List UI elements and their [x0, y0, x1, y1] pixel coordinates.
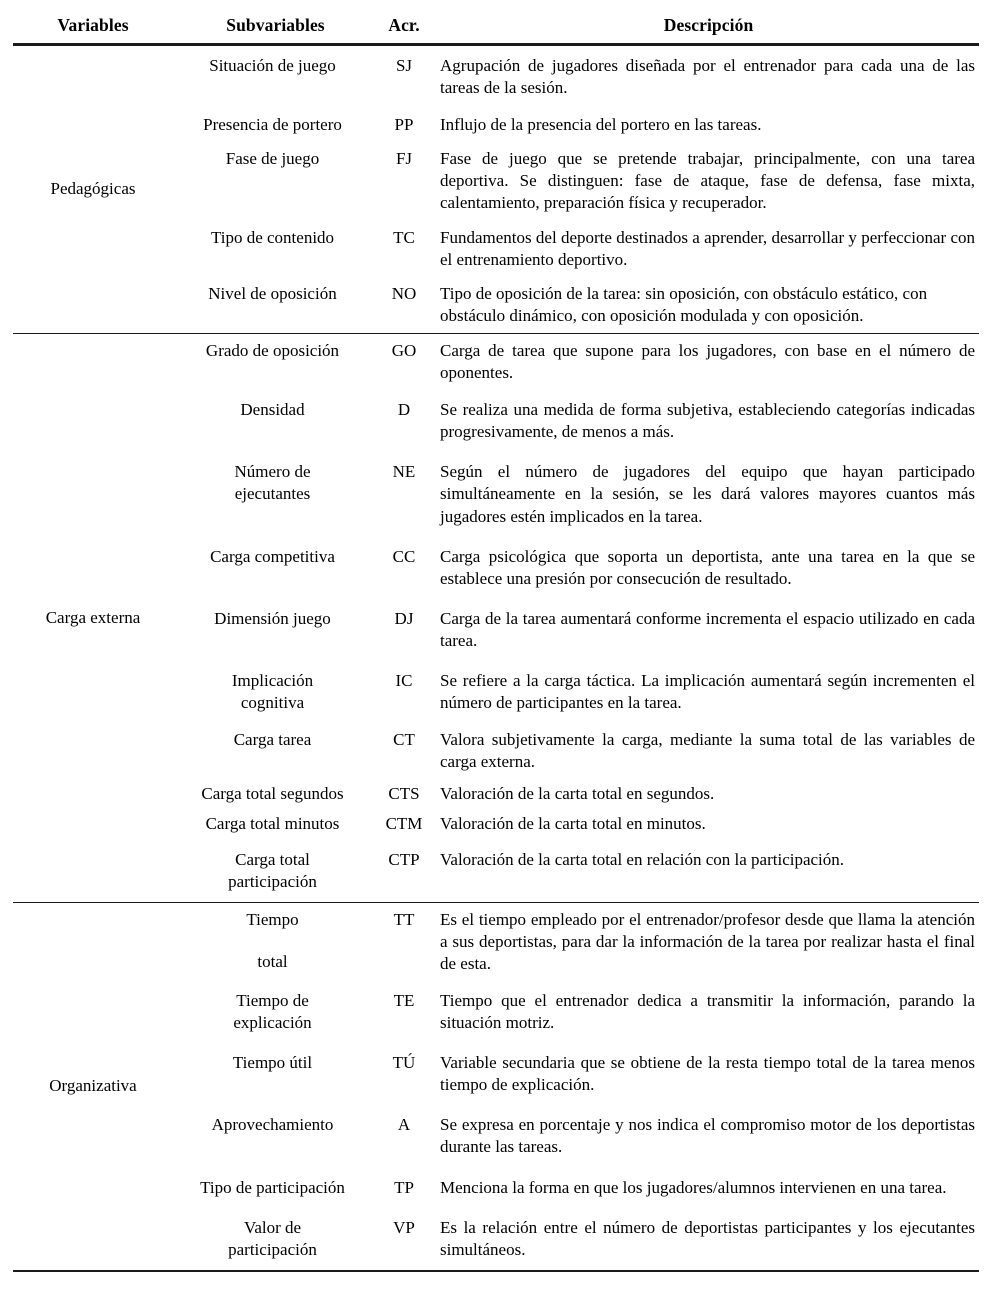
description-text: Variable secundaria que se obtiene de la resta tiempo total de la tarea menos tiempo de explicación. — [440, 1053, 975, 1095]
acronym-label: TT — [393, 909, 415, 929]
section-carga-externa — [13, 334, 979, 902]
acronym-label: CTM — [385, 814, 423, 834]
subvariable-label — [173, 142, 378, 220]
description-text: Tipo de oposición de la tarea: sin oposición, con obstáculo estático, con obstáculo dinámico, con oposición modulada y con oposición. — [440, 283, 928, 325]
subvariable-line-1: Dimensión juego — [214, 608, 331, 628]
table-row — [13, 46, 979, 108]
description-text: Tiempo que el entrenador dedica a transmitir la información, parando la situación motriz. — [440, 991, 975, 1033]
acronym-label: A — [397, 1115, 411, 1135]
acronym-label: IC — [395, 670, 413, 690]
subvariable-label — [173, 1168, 378, 1208]
subvariable-label — [173, 452, 378, 536]
description-text: Carga de tarea que supone para los jugadores, con base en el número de oponentes. — [440, 340, 975, 383]
subvariable-label — [173, 809, 378, 839]
acronym-label: FJ — [395, 149, 413, 169]
table-bottom-rule — [13, 1271, 979, 1272]
acronym-label: SJ — [395, 56, 413, 75]
description-text: Según el número de jugadores del equipo que hayan participado simultáneamente en la sesión, se les dará valores mayores cuantos más jugadores estén implicados en la tarea. — [440, 462, 975, 526]
subvariable-label — [173, 108, 378, 142]
subvariable-line-1: Presencia de portero — [203, 115, 342, 135]
description-text: Es la relación entre el número de deportistas participantes y los ejecutantes simultáneos. — [440, 1217, 975, 1259]
subvariable-line-1: Nivel de oposición — [208, 283, 337, 303]
column-header-subvariables: Subvariables — [226, 15, 325, 35]
description-text: Se expresa en porcentaje y nos indica el compromiso motor de los deportistas durante las tareas. — [440, 1115, 975, 1157]
acronym-label: TP — [394, 1177, 414, 1197]
subvariable-label — [173, 599, 378, 661]
subvariable-line-1: Tiempo útil — [232, 1053, 313, 1073]
subvariable-line-2: explicación — [233, 1013, 312, 1033]
subvariable-label — [173, 723, 378, 779]
variable-group-label: Carga externa — [45, 607, 141, 627]
acronym-label: GO — [391, 340, 417, 360]
subvariable-line-1: Densidad — [240, 400, 305, 420]
description-text: Agrupación de jugadores diseñada por el entrenador para cada una de las tareas de la sesión. — [440, 56, 975, 98]
subvariable-label — [173, 840, 378, 903]
subvariable-label — [173, 661, 378, 723]
subvariable-label — [173, 779, 378, 809]
subvariable-line-2: total — [257, 951, 288, 971]
subvariable-line-1: Aprovechamiento — [211, 1115, 334, 1135]
subvariable-label — [173, 221, 378, 277]
description-text: Es el tiempo empleado por el entrenador/profesor desde que llama la atención a sus deportistas, para dar la información de la tarea por realizar hasta el final de esta. — [440, 909, 975, 973]
subvariable-label — [173, 1043, 378, 1105]
description-text: Se realiza una medida de forma subjetiva, estableciendo categorías indicadas progresivamente, de menos a más. — [440, 400, 975, 442]
subvariable-line-1: Carga total minutos — [205, 814, 340, 834]
subvariable-label — [173, 334, 378, 390]
description-text: Valoración de la carta total en relación con la participación. — [440, 849, 845, 869]
subvariable-line-1: Número de — [234, 462, 311, 482]
description-text: Influjo de la presencia del portero en las tareas. — [440, 115, 762, 135]
subvariable-label — [173, 1208, 378, 1271]
acronym-label: VP — [393, 1217, 415, 1237]
acronym-label: CT — [393, 730, 415, 750]
variables-table — [13, 10, 979, 1272]
section-pedagogicas — [13, 46, 979, 333]
subvariable-line-1: Situación de juego — [209, 56, 336, 75]
subvariable-line-2: cognitiva — [240, 693, 305, 713]
subvariable-line-1: Grado de oposición — [205, 340, 340, 360]
subvariable-line-1: Carga competitiva — [210, 546, 335, 566]
subvariable-line-1: Tipo de participación — [200, 1177, 345, 1197]
subvariable-label — [173, 537, 378, 599]
subvariable-label — [173, 277, 378, 334]
subvariable-line-2: participación — [228, 871, 317, 891]
subvariable-line-1: Valor de — [243, 1217, 302, 1237]
description-text: Valora subjetivamente la carga, mediante la suma total de las variables de carga externa. — [440, 730, 975, 772]
acronym-label: DJ — [394, 608, 414, 628]
description-text: Fundamentos del deporte destinados a aprender, desarrollar y perfeccionar con el entrenamiento deportivo. — [440, 227, 975, 269]
column-header-description: Descripción — [663, 15, 754, 35]
subvariable-line-1: Carga total — [235, 849, 310, 869]
subvariable-label — [173, 903, 378, 981]
description-text: Se refiere a la carga táctica. La implicación aumentará según incrementen el número de participantes en la tarea. — [440, 670, 975, 713]
subvariable-label — [173, 1105, 378, 1167]
acronym-label: TÚ — [392, 1053, 416, 1073]
acronym-label: TC — [393, 227, 415, 247]
subvariable-label — [173, 46, 378, 108]
subvariable-line-1: Fase de juego — [225, 149, 320, 169]
acronym-label: CTS — [388, 784, 420, 804]
table-row — [13, 334, 979, 390]
subvariable-line-1: Tiempo de — [236, 991, 309, 1010]
description-text: Menciona la forma en que los jugadores/alumnos intervienen en una tarea. — [440, 1177, 947, 1197]
acronym-label: NE — [392, 462, 416, 482]
subvariable-line-2: participación — [228, 1239, 317, 1259]
description-text: Fase de juego que se pretende trabajar, principalmente, con una tarea deportiva. Se distinguen: fase de ataque, fase de defensa, fase mixta, calentamiento, preparación física y recuperador. — [440, 149, 975, 213]
column-header-variables: Variables — [57, 15, 129, 35]
acronym-label: CC — [392, 546, 416, 566]
subvariable-line-1: Carga total segundos — [201, 784, 344, 804]
subvariable-line-1: Tiempo — [246, 909, 299, 929]
table-row — [13, 903, 979, 981]
table-header — [13, 10, 979, 44]
acronym-label: NO — [391, 283, 417, 303]
acronym-label: D — [397, 400, 411, 420]
subvariable-line-1: Tipo de contenido — [210, 227, 335, 247]
acronym-label: PP — [394, 115, 414, 135]
subvariable-line-1: Implicación — [231, 670, 314, 690]
variable-group-label: Organizativa — [49, 1076, 137, 1096]
description-text: Valoración de la carta total en minutos. — [440, 814, 706, 834]
description-text: Valoración de la carta total en segundos. — [440, 784, 715, 804]
description-text: Carga de la tarea aumentará conforme incrementa el espacio utilizado en cada tarea. — [440, 608, 975, 650]
column-header-acronym: Acr. — [388, 15, 420, 35]
variable-group-label: Pedagógicas — [50, 179, 136, 199]
subvariable-label — [173, 981, 378, 1043]
subvariable-line-2: ejecutantes — [234, 484, 311, 504]
acronym-label: TE — [393, 991, 415, 1010]
description-text: Carga psicológica que soporta un deportista, ante una tarea en la que se establece una presión por consecución de resultado. — [440, 546, 975, 588]
acronym-label: CTP — [388, 849, 420, 869]
subvariable-label — [173, 390, 378, 452]
subvariable-line-1: Carga tarea — [233, 730, 312, 750]
section-organizativa — [13, 903, 979, 1271]
header-row — [13, 10, 979, 44]
